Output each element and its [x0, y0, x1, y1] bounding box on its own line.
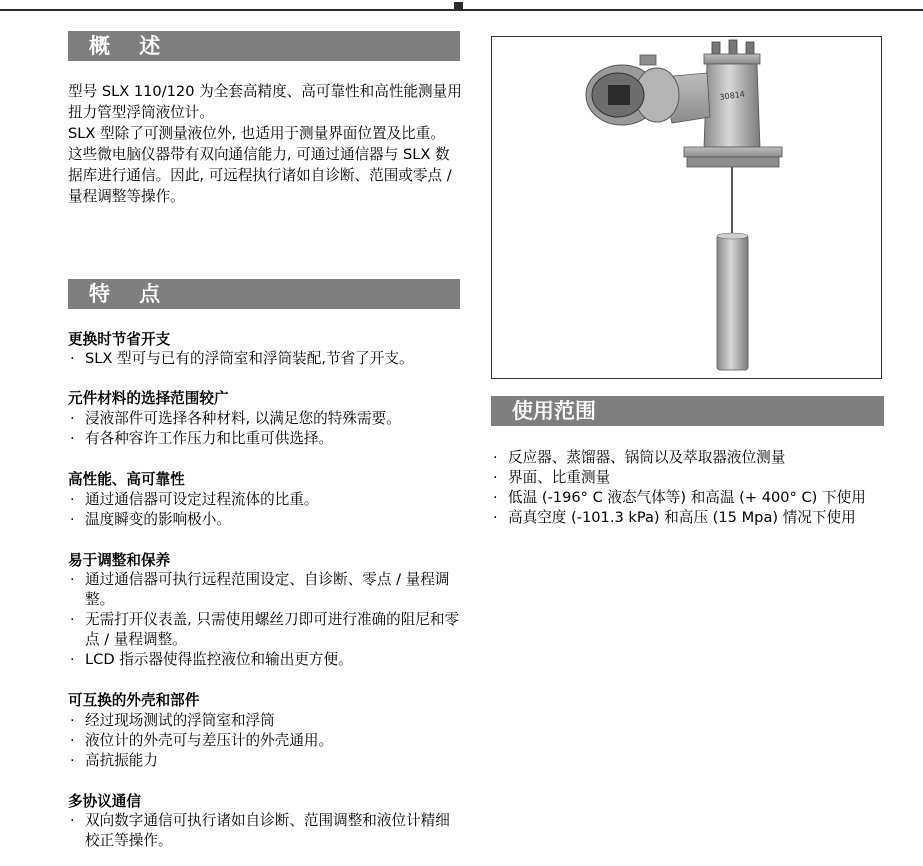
features-title: 特 点 — [89, 282, 161, 306]
usage-title: 使用范围 — [512, 399, 596, 423]
list-item: · 低温 (-196° C 液态气体等) 和高温 (+ 400° C) 下使用 — [493, 489, 866, 506]
list-item: · 双向数字通信可执行诸如自诊断、范围调整和液位计精细校正等操作。 — [70, 812, 450, 849]
feature-list-cost — [68, 349, 462, 369]
list-item: · 有各种容许工作压力和比重可供选择。 — [70, 430, 334, 447]
feature-heading-materials: 元件材料的选择范围较广 — [68, 390, 229, 407]
features-heading-bar — [68, 279, 460, 309]
feature-heading-interchangeable: 可互换的外壳和部件 — [68, 692, 200, 709]
list-item: · 液位计的外壳可与差压计的外壳通用。 — [70, 732, 334, 749]
product-image-frame — [491, 36, 882, 379]
overview-paragraph-2: SLX 型除了可测量液位外, 也适用于测量界面位置及比重。 — [68, 125, 445, 142]
overview-heading-bar — [68, 31, 460, 61]
overview-title: 概 述 — [89, 34, 161, 58]
list-item: · 高抗振能力 — [70, 752, 158, 769]
feature-list-performance — [68, 490, 462, 530]
feature-list-interchangeable — [68, 711, 462, 771]
feature-list-maintenance — [68, 570, 462, 670]
feature-heading-protocol: 多协议通信 — [68, 793, 141, 810]
list-item: · 界面、比重测量 — [493, 469, 611, 486]
list-item: · 通过通信器可执行远程范围设定、自诊断、零点 / 量程调整。 — [70, 571, 450, 608]
overview-text — [68, 81, 462, 207]
overview-paragraph-1: 型号 SLX 110/120 为全套高精度、高可靠性和高性能测量用扭力管型浮筒液位计。 — [68, 83, 462, 121]
list-item: · 反应器、蒸馏器、锅筒以及萃取器液位测量 — [493, 449, 786, 466]
list-item: · 浸液部件可选择各种材料, 以满足您的特殊需要。 — [70, 410, 401, 427]
nameplate-label: 30814 — [719, 89, 746, 102]
usage-heading-bar — [491, 396, 884, 426]
list-item: · 高真空度 (-101.3 kPa) 和高压 (15 Mpa) 情况下使用 — [493, 509, 856, 526]
list-item: · 无需打开仪表盖, 只需使用螺丝刀即可进行准确的阻尼和零点 / 量程调整。 — [70, 611, 460, 648]
list-item: · 经过现场测试的浮筒室和浮筒 — [70, 712, 275, 729]
list-item: · 温度瞬变的影响极小。 — [70, 511, 231, 528]
list-item: · LCD 指示器使得监控液位和输出更方便。 — [70, 651, 353, 668]
feature-list-materials — [68, 409, 462, 449]
feature-list-protocol — [68, 811, 462, 851]
list-item: · SLX 型可与已有的浮筒室和浮筒装配,节省了开支。 — [70, 350, 414, 367]
list-item: · 通过通信器可设定过程流体的比重。 — [70, 491, 319, 508]
feature-heading-performance: 高性能、高可靠性 — [68, 471, 185, 488]
header-tab-mark — [454, 2, 463, 9]
feature-heading-cost: 更换时节省开支 — [68, 331, 171, 348]
header-rule — [0, 9, 923, 11]
feature-heading-maintenance: 易于调整和保养 — [68, 552, 171, 569]
usage-list — [491, 448, 891, 528]
displacer-level-transmitter-image — [492, 37, 881, 378]
overview-paragraph-3: 这些微电脑仪器带有双向通信能力, 可通过通信器与 SLX 数据库进行通信。因此, 可远程执行诸如自诊断、范围或零点 / 量程调整等操作。 — [68, 146, 452, 205]
